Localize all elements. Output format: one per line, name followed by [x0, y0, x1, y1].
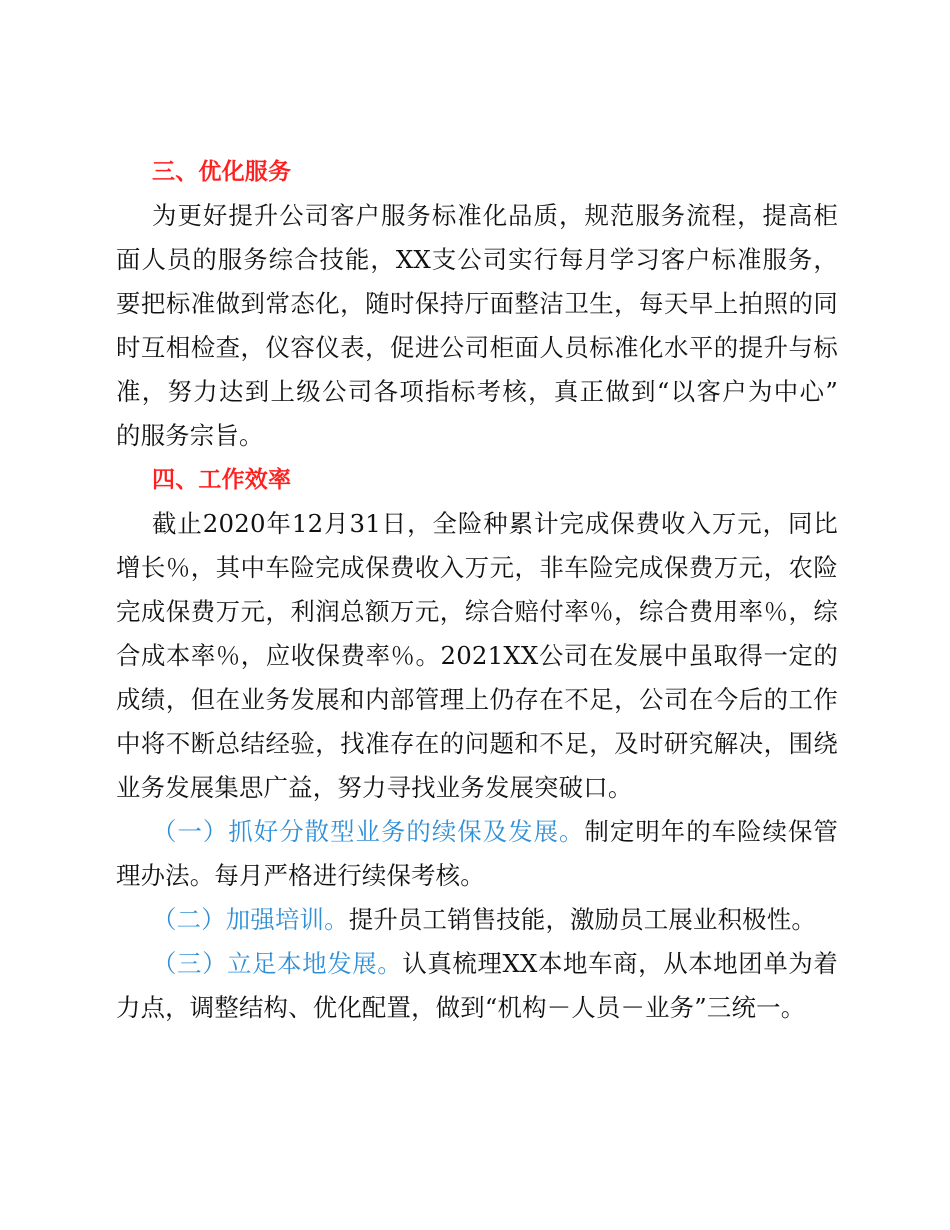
paragraph-line: 增长％，其中车险完成保费收入万元，非车险完成保费万元，农险: [116, 553, 838, 582]
section3-paragraph: [116, 194, 838, 458]
paragraph-line: 面人员的服务综合技能，XX支公司实行每月学习客户标准服务，: [116, 245, 838, 274]
paragraph-line: 完成保费万元，利润总额万元，综合赔付率％，综合费用率％，综: [116, 597, 838, 626]
paragraph-line: 截止2020年12月31日，全险种累计完成保费收入万元，同比: [152, 509, 838, 538]
item-1-title: （一）抓好分散型业务的续保及发展。: [152, 817, 585, 846]
section-heading-optimize-service: 三、优化服务: [152, 159, 292, 185]
paragraph-line: [116, 898, 838, 942]
paragraph-line: 要把标准做到常态化，随时保持厅面整洁卫生，每天早上拍照的同: [116, 289, 838, 318]
item-1-text: 制定明年的车险续保管: [584, 817, 838, 846]
paragraph-line: 理办法。每月严格进行续保考核。: [116, 861, 485, 890]
paragraph-line: 中将不断总结经验，找准存在的问题和不足，及时研究解决，围绕: [116, 729, 838, 758]
document-page: [116, 150, 838, 1030]
item-2-title: （二）加强培训。: [152, 905, 349, 934]
paragraph-line: 准，努力达到上级公司各项指标考核，真正做到“以客户为中心”: [116, 377, 838, 406]
paragraph-line: [116, 810, 838, 854]
item-3-title: （三）立足本地发展。: [152, 949, 403, 978]
paragraph-line: 时互相检查，仪容仪表，促进公司柜面人员标准化水平的提升与标: [116, 333, 838, 362]
paragraph-line: 力点，调整结构、优化配置，做到“机构－人员－业务”三统一。: [116, 993, 806, 1022]
paragraph-line: 合成本率％，应收保费率％。2021XX公司在发展中虽取得一定的: [116, 641, 838, 670]
item-1-paragraph: [116, 810, 838, 898]
paragraph-line: 的服务宗旨。: [116, 421, 264, 450]
section-heading-work-efficiency: 四、工作效率: [152, 467, 292, 493]
paragraph-line: [116, 942, 838, 986]
paragraph-line: 为更好提升公司客户服务标准化品质，规范服务流程，提高柜: [152, 201, 838, 230]
item-2-text: 提升员工销售技能，激励员工展业积极性。: [348, 905, 816, 934]
paragraph-line: 成绩，但在业务发展和内部管理上仍存在不足，公司在今后的工作: [116, 685, 838, 714]
item-3-paragraph: [116, 942, 838, 1030]
paragraph-line: 业务发展集思广益，努力寻找业务发展突破口。: [116, 773, 633, 802]
item-2-paragraph: [116, 898, 838, 942]
item-3-text: 认真梳理XX本地车商，从本地团单为着: [402, 949, 838, 978]
section4-paragraph: [116, 502, 838, 810]
